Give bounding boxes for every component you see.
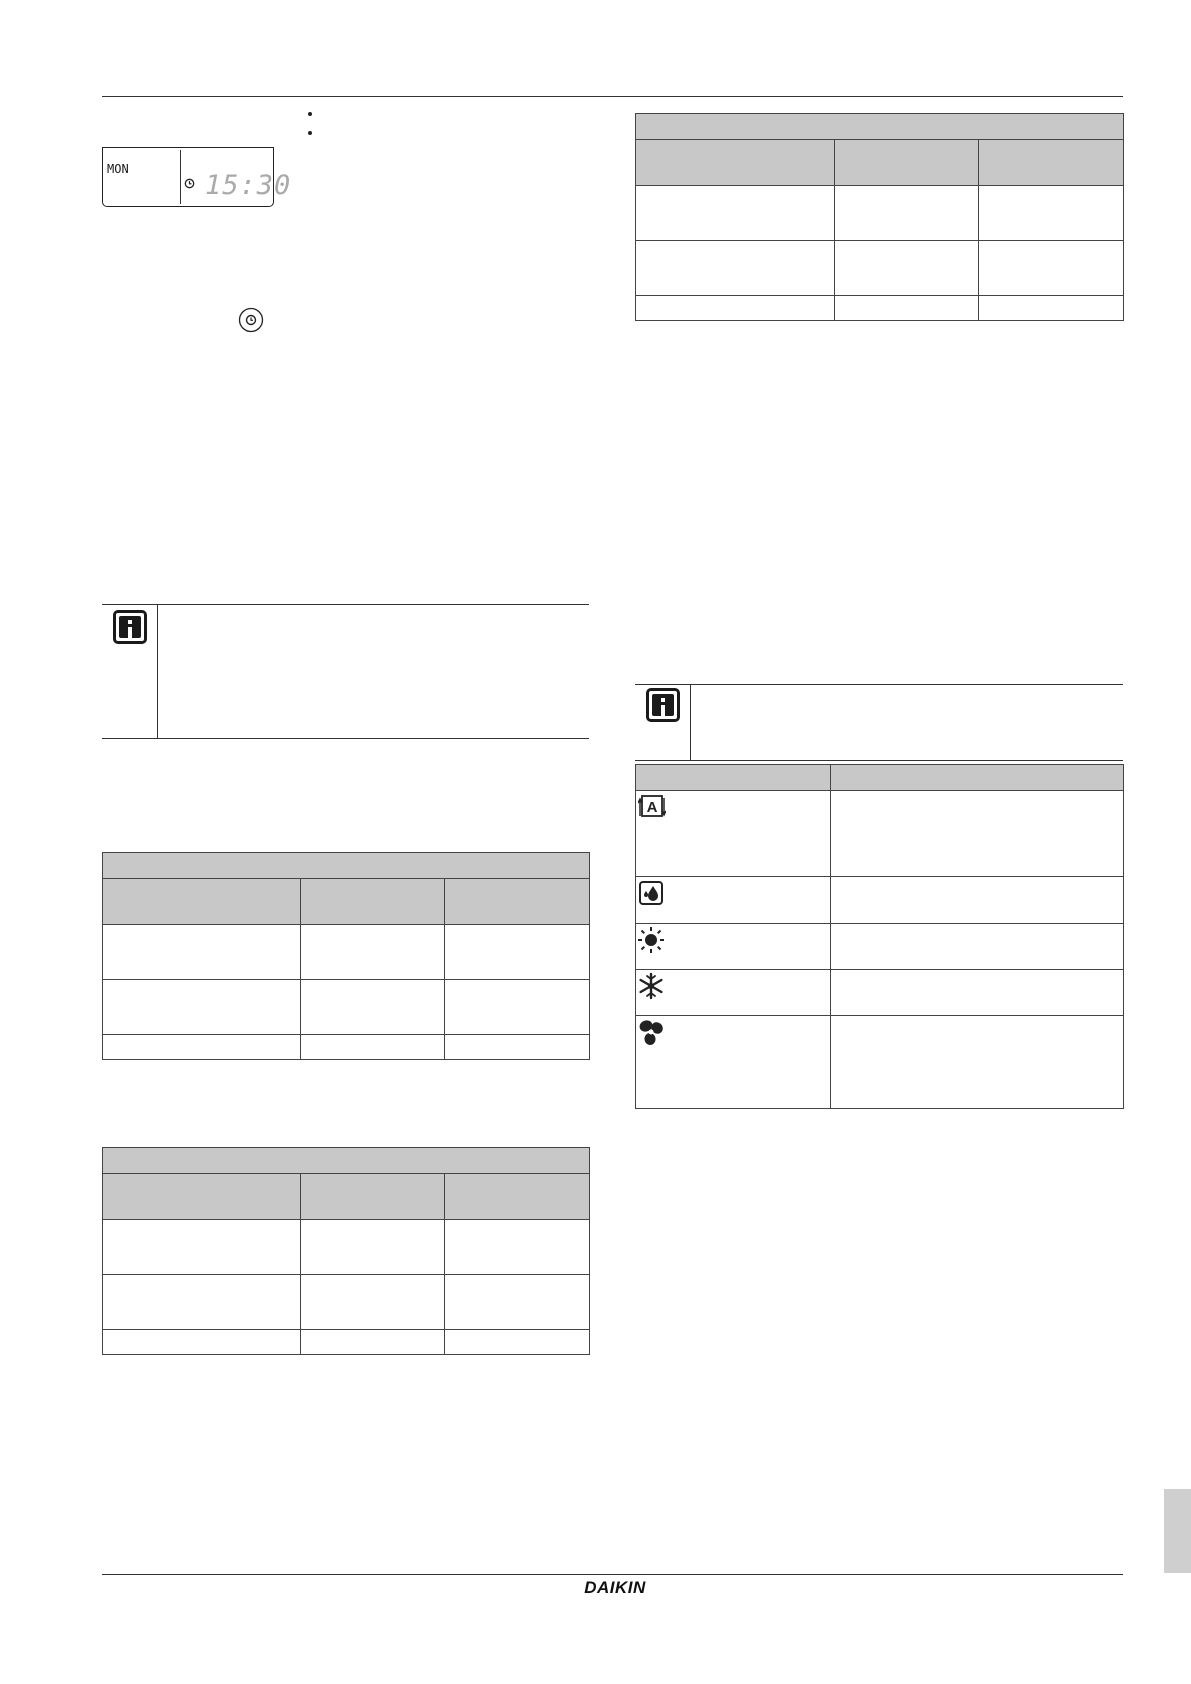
display-clock-icon — [184, 178, 195, 189]
table-cell — [831, 924, 1124, 970]
svg-text:A: A — [646, 799, 658, 816]
daikin-logo: DAIKIN — [584, 1578, 646, 1597]
dry-mode-cell — [636, 877, 831, 924]
cool-mode-icon — [637, 972, 665, 1000]
auto-mode-icon — [638, 794, 666, 820]
table-cell — [301, 1330, 445, 1355]
info-icon — [646, 688, 680, 722]
table-cell — [979, 241, 1124, 296]
table-header-cell — [445, 879, 590, 925]
table-cell — [301, 980, 445, 1035]
clock-button-icon[interactable] — [238, 307, 264, 333]
display-divider — [180, 150, 181, 204]
table-cell — [835, 186, 979, 241]
table-cell — [636, 296, 835, 321]
table-cell — [445, 1330, 590, 1355]
table-header-cell — [979, 140, 1124, 186]
info-icon — [113, 610, 147, 644]
table-title-cell — [103, 1148, 590, 1174]
footer-rule — [102, 1574, 1123, 1575]
info-box-left-bottom-rule — [102, 738, 589, 739]
bullet-1 — [308, 112, 312, 116]
table-cell — [831, 791, 1124, 877]
info-box-left-top-rule — [102, 604, 589, 605]
table-cell — [103, 925, 301, 980]
table-title-cell — [103, 853, 590, 879]
info-box-left-separator — [157, 604, 158, 738]
info-box-right-top-rule — [635, 684, 1123, 685]
table-cell — [831, 1016, 1124, 1109]
table-cell — [445, 1220, 590, 1275]
auto-mode-cell — [636, 791, 831, 877]
table-cell — [103, 1035, 301, 1060]
heat-mode-icon — [637, 926, 665, 954]
table-cell — [831, 970, 1124, 1016]
table-header-cell — [831, 765, 1124, 791]
cool-mode-cell — [636, 970, 831, 1016]
table-cell — [636, 241, 835, 296]
table-header-cell — [835, 140, 979, 186]
heat-mode-cell — [636, 924, 831, 970]
table-cell — [103, 1275, 301, 1330]
table-cell — [979, 186, 1124, 241]
table-cell — [979, 296, 1124, 321]
mode-table — [635, 764, 1124, 1109]
table-cell — [103, 980, 301, 1035]
table-cell — [835, 296, 979, 321]
table-cell — [445, 1275, 590, 1330]
table-header-cell — [636, 765, 831, 791]
table-cell — [301, 1275, 445, 1330]
table-header-cell — [445, 1174, 590, 1220]
info-box-right-separator — [690, 684, 691, 760]
table-cell — [445, 925, 590, 980]
remote-display — [102, 147, 292, 207]
table-header-cell — [301, 1174, 445, 1220]
fan-mode-cell — [636, 1016, 831, 1109]
display-day-label: MON — [107, 162, 129, 176]
table-cell — [831, 877, 1124, 924]
dry-mode-icon — [638, 880, 664, 906]
table-header-cell — [103, 879, 301, 925]
chapter-tab — [1164, 1489, 1191, 1573]
left-table-2 — [102, 1147, 590, 1355]
table-cell — [835, 241, 979, 296]
table-cell — [301, 925, 445, 980]
display-time: 15:30 — [205, 170, 292, 201]
header-rule — [102, 96, 1123, 97]
table-header-cell — [103, 1174, 301, 1220]
right-table-1 — [635, 113, 1124, 321]
table-header-cell — [301, 879, 445, 925]
table-cell — [301, 1035, 445, 1060]
table-cell — [636, 186, 835, 241]
table-cell — [103, 1220, 301, 1275]
table-cell — [445, 980, 590, 1035]
table-header-cell — [636, 140, 835, 186]
table-cell — [301, 1220, 445, 1275]
left-table-1 — [102, 852, 590, 1060]
table-cell — [445, 1035, 590, 1060]
table-cell — [103, 1330, 301, 1355]
fan-mode-icon — [637, 1018, 665, 1046]
info-box-right-bottom-rule — [635, 760, 1123, 761]
bullet-2 — [308, 131, 312, 135]
table-title-cell — [636, 114, 1124, 140]
